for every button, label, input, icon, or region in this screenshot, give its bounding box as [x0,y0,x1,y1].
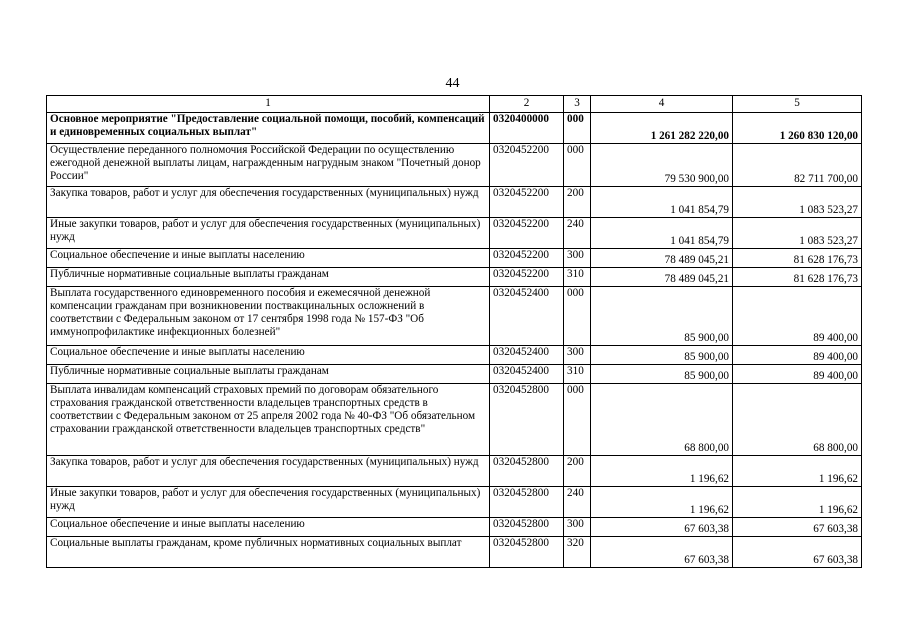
row-sum-year1: 85 900,00 [591,346,733,365]
row-vr: 300 [564,346,591,365]
row-sum-year2: 81 628 176,73 [733,249,862,268]
row-vr: 200 [564,187,591,218]
table-row [47,456,862,487]
row-vr: 300 [564,249,591,268]
row-code: 0320452800 [490,487,564,518]
table-row [47,144,862,187]
row-sum-year2: 1 260 830 120,00 [733,113,862,144]
row-code: 0320452200 [490,249,564,268]
table-row [47,218,862,249]
row-vr: 310 [564,365,591,384]
row-sum-year1: 67 603,38 [591,537,733,568]
row-name: Социальное обеспечение и иные выплаты населению [47,346,490,365]
table-row [47,384,862,456]
row-vr: 240 [564,218,591,249]
table-row [47,487,862,518]
row-sum-year1: 1 041 854,79 [591,218,733,249]
row-sum-year1: 78 489 045,21 [591,249,733,268]
row-sum-year1: 85 900,00 [591,365,733,384]
table-row [47,537,862,568]
row-sum-year2: 1 083 523,27 [733,218,862,249]
row-name: Закупка товаров, работ и услуг для обеспечения государственных (муниципальных) нужд [47,187,490,218]
row-vr: 000 [564,287,591,346]
row-sum-year2: 82 711 700,00 [733,144,862,187]
row-code: 0320452400 [490,287,564,346]
row-sum-year1: 1 196,62 [591,487,733,518]
row-sum-year1: 85 900,00 [591,287,733,346]
row-code: 0320452800 [490,384,564,456]
row-code: 0320452400 [490,346,564,365]
row-code: 0320452200 [490,218,564,249]
row-name: Иные закупки товаров, работ и услуг для обеспечения государственных (муниципальных) нужд [47,218,490,249]
row-vr: 300 [564,518,591,537]
table-row [47,113,862,144]
row-sum-year2: 68 800,00 [733,384,862,456]
row-sum-year1: 1 041 854,79 [591,187,733,218]
row-name: Выплата инвалидам компенсаций страховых премий по договорам обязательного страхования гражданской ответственности владельцев транспортных средств в соответствии с Федеральным законом от 25 апреля 2002 года № 40-ФЗ "Об обязательном страховании гражданской ответственности владельцев транспортных средств" [47,384,490,456]
row-code: 0320452800 [490,456,564,487]
row-name: Закупка товаров, работ и услуг для обеспечения государственных (муниципальных) нужд [47,456,490,487]
row-code: 0320452400 [490,365,564,384]
row-name: Социальное обеспечение и иные выплаты населению [47,249,490,268]
row-code: 0320400000 [490,113,564,144]
page-number: 44 [445,76,460,91]
table-row [47,187,862,218]
row-code: 0320452200 [490,268,564,287]
table-row [47,249,862,268]
table-row [47,268,862,287]
row-sum-year1: 1 261 282 220,00 [591,113,733,144]
row-sum-year1: 1 196,62 [591,456,733,487]
column-header: 1 [47,96,490,113]
column-header: 4 [591,96,733,113]
row-name: Социальное обеспечение и иные выплаты населению [47,518,490,537]
table-header-row [47,96,862,113]
table-row [47,518,862,537]
table-row [47,346,862,365]
row-sum-year2: 1 196,62 [733,456,862,487]
column-header: 5 [733,96,862,113]
row-vr: 200 [564,456,591,487]
row-name: Публичные нормативные социальные выплаты гражданам [47,365,490,384]
column-header: 3 [564,96,591,113]
row-sum-year2: 89 400,00 [733,346,862,365]
table-row [47,287,862,346]
row-code: 0320452800 [490,537,564,568]
row-name: Осуществление переданного полномочия Российской Федерации по осуществлению ежегодной денежной выплаты лицам, награжденным нагрудным знаком "Почетный донор России" [47,144,490,187]
row-sum-year2: 81 628 176,73 [733,268,862,287]
row-sum-year1: 79 530 900,00 [591,144,733,187]
row-sum-year2: 67 603,38 [733,537,862,568]
column-header: 2 [490,96,564,113]
row-name: Выплата государственного единовременного пособия и ежемесячной денежной компенсации гражданам при возникновении поствакцинальных осложнений в соответствии с Федеральным законом от 17 сентября 1998 года № 157-ФЗ "Об иммунопрофилактике инфекционных болезней" [47,287,490,346]
row-code: 0320452200 [490,144,564,187]
row-code: 0320452200 [490,187,564,218]
row-code: 0320452800 [490,518,564,537]
row-sum-year2: 89 400,00 [733,365,862,384]
row-sum-year2: 67 603,38 [733,518,862,537]
row-vr: 310 [564,268,591,287]
row-name: Публичные нормативные социальные выплаты гражданам [47,268,490,287]
row-sum-year2: 1 196,62 [733,487,862,518]
row-sum-year1: 78 489 045,21 [591,268,733,287]
row-name: Основное мероприятие "Предоставление социальной помощи, пособий, компенсаций и единовременных социальных выплат" [47,113,490,144]
row-vr: 000 [564,144,591,187]
row-sum-year1: 67 603,38 [591,518,733,537]
row-vr: 320 [564,537,591,568]
row-sum-year1: 68 800,00 [591,384,733,456]
row-sum-year2: 89 400,00 [733,287,862,346]
row-vr: 000 [564,384,591,456]
table-row [47,365,862,384]
row-name: Иные закупки товаров, работ и услуг для обеспечения государственных (муниципальных) нужд [47,487,490,518]
budget-table [46,95,862,568]
row-sum-year2: 1 083 523,27 [733,187,862,218]
row-vr: 240 [564,487,591,518]
row-vr: 000 [564,113,591,144]
row-name: Социальные выплаты гражданам, кроме публичных нормативных социальных выплат [47,537,490,568]
